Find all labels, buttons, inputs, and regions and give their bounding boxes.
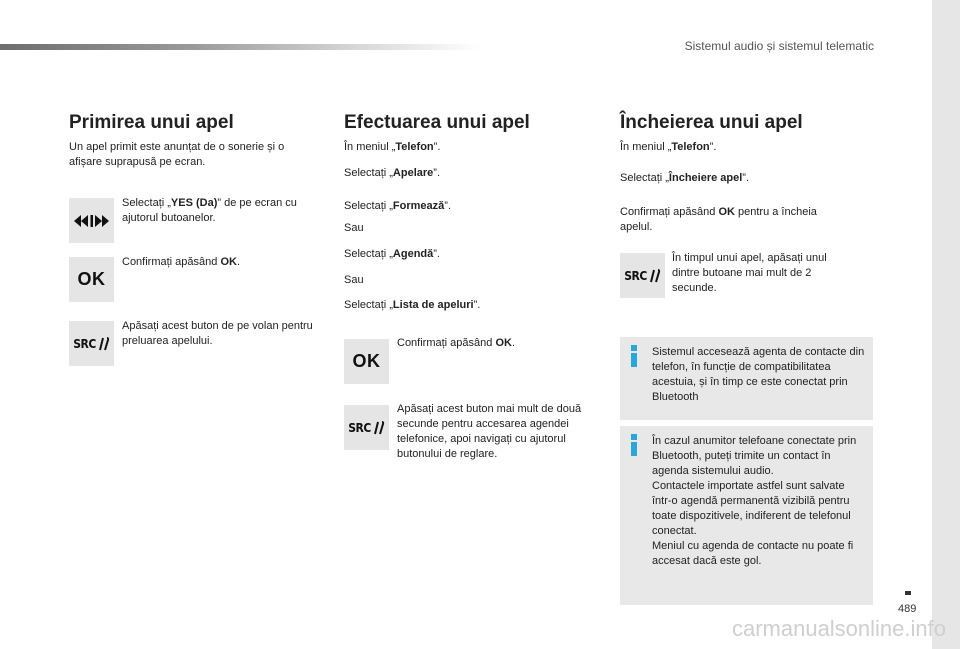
src-icon-label-3: SRC — [624, 268, 647, 283]
select-apelare-text: Selectați „Apelare”. — [344, 167, 441, 179]
confirm-ok-text: Confirmați apăsând OK. — [122, 256, 241, 268]
src-button-icon — [69, 321, 114, 366]
info-icon — [630, 345, 638, 367]
select-formeaza-text: Selectați „Formează”. — [344, 200, 452, 212]
src-button-icon-2 — [344, 405, 389, 450]
confirm-ok-text-2: Confirmați apăsând OK. — [397, 337, 516, 349]
arrow-buttons-icon — [69, 198, 114, 243]
ok-button-icon — [69, 257, 114, 302]
info-text-1: Sistemul accesează agenta de contacte din telefon, în funcție de compatibilitatea acestuia, și în timp ce este conectat prin Bluetooth — [652, 346, 865, 403]
receive-call-intro: Un apel primit este anunțat de o sonerie și o afișare suprapusă pe ecran. — [69, 141, 285, 168]
watermark-text: carmanualsonline.info — [731, 616, 946, 641]
slash-icon-2 — [371, 421, 385, 435]
make-call-title: Efectuarea unui apel — [344, 112, 530, 133]
or-text-2: Sau — [344, 274, 364, 286]
ok-icon-label: OK — [77, 269, 106, 289]
info-text-2-paragraph-3: Meniul cu agenda de contacte nu poate fi accesat dacă este gol. — [652, 540, 854, 567]
end-call-title: Încheierea unui apel — [620, 112, 803, 133]
press-wheel-button-text: Apăsați acest buton de pe volan pentru preluarea apelului. — [122, 320, 313, 347]
info-box-1 — [620, 337, 873, 420]
src-icon-label: SRC — [73, 336, 96, 351]
select-yes-text: Selectați „YES (Da)” de pe ecran cu ajutorul butoanelor. — [122, 197, 297, 224]
press-end-call-text: În timpul unui apel, apăsați unul dintre butoane mai mult de 2 secunde. — [672, 252, 827, 294]
slash-icon-3 — [647, 269, 661, 283]
menu-telefon-text-2: În meniul „Telefon”. — [620, 141, 717, 153]
left-right-arrows-icon — [72, 211, 112, 231]
select-agenda-text: Selectați „Agendă”. — [344, 248, 440, 260]
receive-call-title: Primirea unui apel — [69, 112, 234, 133]
select-call-list-text: Selectați „Lista de apeluri”. — [344, 299, 481, 311]
menu-telefon-text: În meniul „Telefon”. — [344, 141, 441, 153]
side-margin-strip — [932, 0, 960, 649]
ok-icon-label-2: OK — [352, 351, 381, 371]
or-text-1: Sau — [344, 222, 364, 234]
src-icon-label-2: SRC — [348, 420, 371, 435]
ok-button-icon-2 — [344, 339, 389, 384]
info-text-2-paragraph-2: Contactele importate astfel sunt salvate într-o agendă permanentă vizibilă pentru toate dispozitivele, indiferent de telefonul conectat. — [652, 480, 851, 537]
info-text-2-paragraph-1: În cazul anumitor telefoane conectate prin Bluetooth, puteți trimite un contact în agenda sistemului audio. — [652, 435, 857, 477]
src-button-icon-3 — [620, 253, 665, 298]
select-end-call-text: Selectați „Încheiere apel”. — [620, 172, 750, 184]
info-box-2 — [620, 426, 873, 605]
section-header-title: Sistemul audio și sistemul telematic — [684, 39, 874, 53]
footer-marker — [905, 591, 911, 595]
info-icon-2 — [630, 434, 638, 456]
page-number: 489 — [898, 603, 917, 615]
slash-icon — [96, 337, 110, 351]
header-gradient-bar — [0, 44, 480, 50]
confirm-end-call-text: Confirmați apăsând OK pentru a încheia apelul. — [620, 206, 817, 233]
press-contacts-text: Apăsați acest buton mai mult de două secunde pentru accesarea agendei telefonice, apoi navigați cu ajutorul butonului de reglare. — [397, 403, 582, 460]
